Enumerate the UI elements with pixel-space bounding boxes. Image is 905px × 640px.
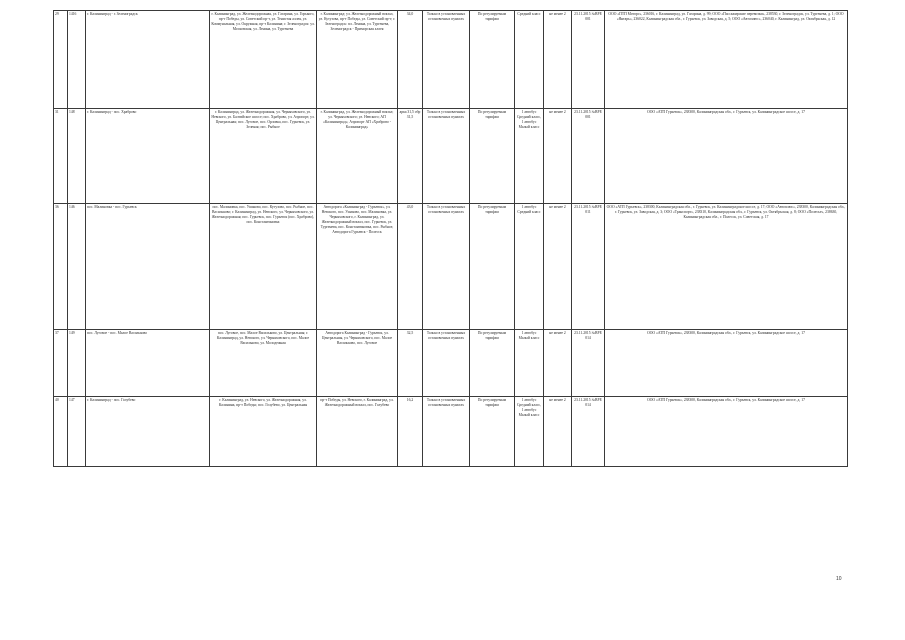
stop-type: Только в установленных остановочных пунктах [423,204,470,330]
route-path: г. Калининград, ул. Железнодорожная, ул. Черняховского, ул. Невского, ул. Балтийское шоссе; пос. Храброво, ул. Аэропорт, ул. Центральная; пос. Луговое, пос. Орловка, пос. Гурьевск, ул. Зеленая; пос. Рыбное [210,109,317,204]
carrier: ООО «АТП Гурьевск», 238300, Калининградская обл., г. Гурьевск, ул. Калининградское шоссе, д. 17 [605,330,848,397]
row-number: 29 [54,11,68,109]
table-row [54,11,848,109]
route-path: г. Калининград, ул. Железнодорожная, ул. Гагарина, ул. Горького, пр-т Победы, ул. Советский пр-т, ул. Тенистая аллея, ул. Коммунальная, ул. Окружная, пр-т Калинина; г. Зеленоградск: ул. Московская, ул. Ленина, ул. Тургенева [210,11,317,109]
vehicle-class: Средний класс [515,11,544,109]
routes-table [53,10,848,467]
route-stops: Автодорога Калининград - Гурьевск, ул. Центральная, ул. Черняховского, пос. Малое Васильково, пос. Луговое [317,330,398,397]
route-length: 16,2 [398,397,423,467]
route-code: 149 [68,330,86,397]
route-stops: г. Калининград: ул. Железнодорожный вокзал, ул. Кутузова, пр-т Победы, ул. Советский пр-т; г. Зеленоградск: пл. Ленина, ул. Тургенева, Зеленоградск - Приморская аллея [317,11,398,109]
route-code: 1416 [68,11,86,109]
carrier: ООО «ПТП Моторс», 236016, г. Калининград, ул. Гагарина, д. 99; ООО «Пассажирские перевозки», 238530, г. Зеленоградск, ул. Тургенева, д. 1; ООО «Янтарь», 236022, Калининградская обл., г. Гурьевск, ул. Заводская, д. 5; ООО «Автоплюс», 236040, г. Калининград, ул. Октябрьская, д. 12 [605,11,848,109]
vehicle-class: 1 автобус Малый класс [515,330,544,397]
tariff: По регулируемым тарифам [470,330,515,397]
route-name: пос. Малиновка - пос. Гурьевск [86,204,210,330]
stop-type: Только в установленных остановочных пунктах [423,330,470,397]
page-number: 10 [836,576,842,582]
vehicle-count: не менее 2 [544,204,572,330]
route-length: арка 31,5 обр 31,5 [398,109,423,204]
route-name: г. Калининград - г. Зеленоградск [86,11,210,109]
route-code: 146 [68,204,86,330]
stop-type: Только в установленных остановочных пунктах [423,109,470,204]
route-path: г. Калининград, ул. Невского, ул. Железнодорожная, ул. Калинина, пр-т Победы; пос. Голубево, ул. Центральная [210,397,317,467]
route-stops: г. Калининград, ул. Железнодорожный вокзал; ул. Черняховского; ул. Невского; АП «Калининград»; Аэропорт АП «Храброво - Калининград» [317,109,398,204]
table-row [54,330,848,397]
vehicle-class: 1 автобус Средний класс, 1 автобус Малый класс [515,109,544,204]
vehicle-count: не менее 2 [544,330,572,397]
tariff: По регулируемым тарифам [470,397,515,467]
route-name: г. Калининград - пос. Голубево [86,397,210,467]
route-stops: пр-т Победы, ул. Невского, г. Калининград, ул. Железнодорожный вокзал, пос. Голубево [317,397,398,467]
route-length: 43,0 [398,204,423,330]
table-row [54,204,848,330]
routes-table-body [54,11,848,467]
stop-type: Только в установленных остановочных пунктах [423,397,470,467]
tariff: По регулируемым тарифам [470,11,515,109]
start-date: 23.11.2015 №ВРЕ 001 [572,11,605,109]
carrier: ООО «АТП Гурьевск», 238300, Калининградская обл., г. Гурьевск, ул. Калининградское шоссе, д. 17; ООО «Автоплюс», 238300, Калининградская обл., г. Гурьевск, ул. Заводская, д. 3; ООО «Транспорт», 238310, Калининградская обл., г. Гурьевск, ул. Октябрьская, д. 8; ООО «Полесье», 238630, Калининградская обл., г. Полесск, ул. Советская, д. 17 [605,204,848,330]
route-length: 34,0 [398,11,423,109]
route-stops: Автодорога «Калининград - Гурьевск», ул. Невского, пос. Ушаково, пос. Малиновка, ул. Черняховского, г. Калининград, ул. Железнодорожный вокзал, пос. Гурьевск, ул. Тургенева, пос. Константиновка, пос. Рыбное, Автодорога Гурьевск - Полесск [317,204,398,330]
row-number: 40 [54,397,68,467]
vehicle-count: не менее 2 [544,397,572,467]
tariff: По регулируемым тарифам [470,109,515,204]
tariff: По регулируемым тарифам [470,204,515,330]
vehicle-class: 1 автобус Средний класс, 1 автобус Малый класс [515,397,544,467]
start-date: 23.11.2015 №ВРЕ 014 [572,397,605,467]
vehicle-count: не менее 2 [544,109,572,204]
route-code: 148 [68,109,86,204]
route-length: 32,5 [398,330,423,397]
row-number: 31 [54,109,68,204]
route-path: пос. Малиновка, пос. Ушаково, пос. Кутузово, пос. Рыбное, пос. Васильково; г. Калининград, ул. Невского, ул. Черняховского, ул. Железнодорожная; пос. Гурьевск, пос. Гурьевск (пос. Храброво), пос. Константиновка [210,204,317,330]
vehicle-class: 1 автобус Средний класс [515,204,544,330]
carrier: ООО «АТП Гурьевск», 238300, Калининградская обл., г. Гурьевск, ул. Калининградское шоссе, д. 17 [605,397,848,467]
route-name: пос. Луговое - пос. Малое Васильково [86,330,210,397]
stop-type: Только в установленных остановочных пунктах [423,11,470,109]
route-code: 147 [68,397,86,467]
start-date: 23.11.2015 №ВРЕ 014 [572,330,605,397]
vehicle-count: не менее 2 [544,11,572,109]
route-path: пос. Луговое, пос. Малое Васильково, ул. Центральная; г. Калининград, ул. Невского, ул. Черняховского, пос. Малое Васильково, ул. Молодежная [210,330,317,397]
row-number: 36 [54,204,68,330]
row-number: 37 [54,330,68,397]
carrier: ООО «АТП Гурьевск», 238300, Калининградская обл., г. Гурьевск, ул. Калининградское шоссе, д. 17 [605,109,848,204]
start-date: 23.11.2015 №ВРЕ 011 [572,204,605,330]
table-row [54,397,848,467]
route-name: г. Калининград - пос. Храброво [86,109,210,204]
table-row [54,109,848,204]
start-date: 23.11.2015 №ВРЕ 001 [572,109,605,204]
